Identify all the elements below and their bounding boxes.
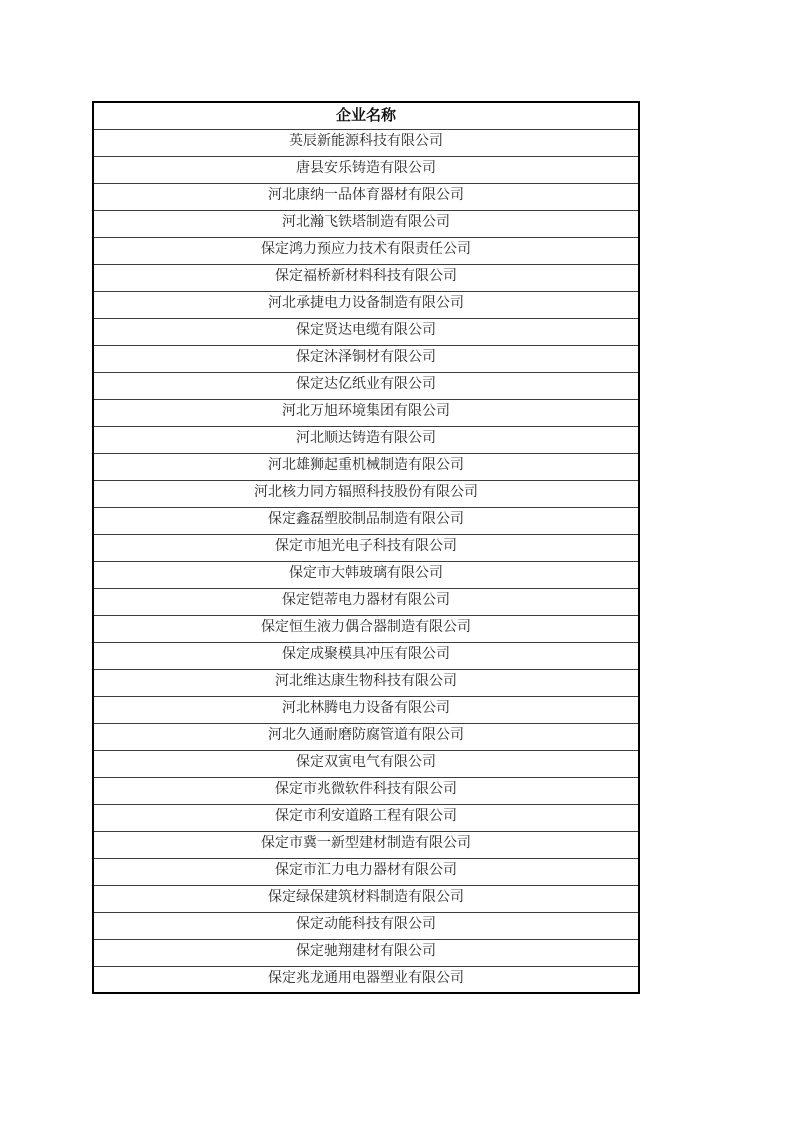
- company-name-cell: 保定双寅电气有限公司: [93, 750, 639, 777]
- company-name-cell: 河北久通耐磨防腐管道有限公司: [93, 723, 639, 750]
- company-name-cell: 河北顺达铸造有限公司: [93, 426, 639, 453]
- table-row: [93, 777, 639, 804]
- table-row: [93, 480, 639, 507]
- table-row: [93, 966, 639, 993]
- table-row: [93, 588, 639, 615]
- table-row: [93, 669, 639, 696]
- company-name-cell: 保定铠蒂电力器材有限公司: [93, 588, 639, 615]
- table-row: [93, 237, 639, 264]
- table-row: [93, 291, 639, 318]
- company-name-cell: 河北万旭环境集团有限公司: [93, 399, 639, 426]
- table-row: [93, 561, 639, 588]
- company-name-cell: 保定动能科技有限公司: [93, 912, 639, 939]
- company-name-cell: 保定市旭光电子科技有限公司: [93, 534, 639, 561]
- company-name-cell: 河北维达康生物科技有限公司: [93, 669, 639, 696]
- company-name-cell: 保定市利安道路工程有限公司: [93, 804, 639, 831]
- company-name-cell: 河北瀚飞铁塔制造有限公司: [93, 210, 639, 237]
- company-name-cell: 保定贤达电缆有限公司: [93, 318, 639, 345]
- table-row: [93, 615, 639, 642]
- table-row: [93, 534, 639, 561]
- table-row: [93, 723, 639, 750]
- table-row: [93, 939, 639, 966]
- table-row: [93, 831, 639, 858]
- table-row: [93, 183, 639, 210]
- table-row: [93, 750, 639, 777]
- company-name-cell: 英辰新能源科技有限公司: [93, 129, 639, 156]
- table-row: [93, 210, 639, 237]
- table-header-row: [93, 102, 639, 129]
- table-row: [93, 372, 639, 399]
- table-row: [93, 264, 639, 291]
- company-name-cell: 保定驰翔建材有限公司: [93, 939, 639, 966]
- table-body: [93, 129, 639, 993]
- company-name-cell: 保定鸿力预应力技术有限责任公司: [93, 237, 639, 264]
- table-row: [93, 453, 639, 480]
- table-row: [93, 912, 639, 939]
- table-header-cell: 企业名称: [93, 102, 639, 129]
- table-row: [93, 858, 639, 885]
- company-name-cell: 河北林腾电力设备有限公司: [93, 696, 639, 723]
- table-row: [93, 885, 639, 912]
- table-row: [93, 642, 639, 669]
- company-name-cell: 保定鑫磊塑胶制品制造有限公司: [93, 507, 639, 534]
- company-name-cell: 保定达亿纸业有限公司: [93, 372, 639, 399]
- table-row: [93, 426, 639, 453]
- table-row: [93, 129, 639, 156]
- company-name-cell: 河北承捷电力设备制造有限公司: [93, 291, 639, 318]
- table-row: [93, 156, 639, 183]
- company-name-cell: 保定市兆微软件科技有限公司: [93, 777, 639, 804]
- company-table: [92, 101, 640, 994]
- table-row: [93, 345, 639, 372]
- company-name-cell: 保定兆龙通用电器塑业有限公司: [93, 966, 639, 993]
- company-name-cell: 保定市汇力电力器材有限公司: [93, 858, 639, 885]
- table-row: [93, 507, 639, 534]
- table-row: [93, 804, 639, 831]
- company-name-cell: 唐县安乐铸造有限公司: [93, 156, 639, 183]
- company-name-cell: 河北核力同方辐照科技股份有限公司: [93, 480, 639, 507]
- company-name-cell: 河北康纳一品体育器材有限公司: [93, 183, 639, 210]
- company-name-cell: 保定市大韩玻璃有限公司: [93, 561, 639, 588]
- company-name-cell: 保定市冀一新型建材制造有限公司: [93, 831, 639, 858]
- table-row: [93, 318, 639, 345]
- company-name-cell: 保定沐泽铜材有限公司: [93, 345, 639, 372]
- company-name-cell: 保定福桥新材料科技有限公司: [93, 264, 639, 291]
- table-row: [93, 696, 639, 723]
- company-name-cell: 河北雄狮起重机械制造有限公司: [93, 453, 639, 480]
- company-name-cell: 保定成聚模具冲压有限公司: [93, 642, 639, 669]
- table-row: [93, 399, 639, 426]
- company-name-cell: 保定绿保建筑材料制造有限公司: [93, 885, 639, 912]
- company-name-cell: 保定恒生液力偶合器制造有限公司: [93, 615, 639, 642]
